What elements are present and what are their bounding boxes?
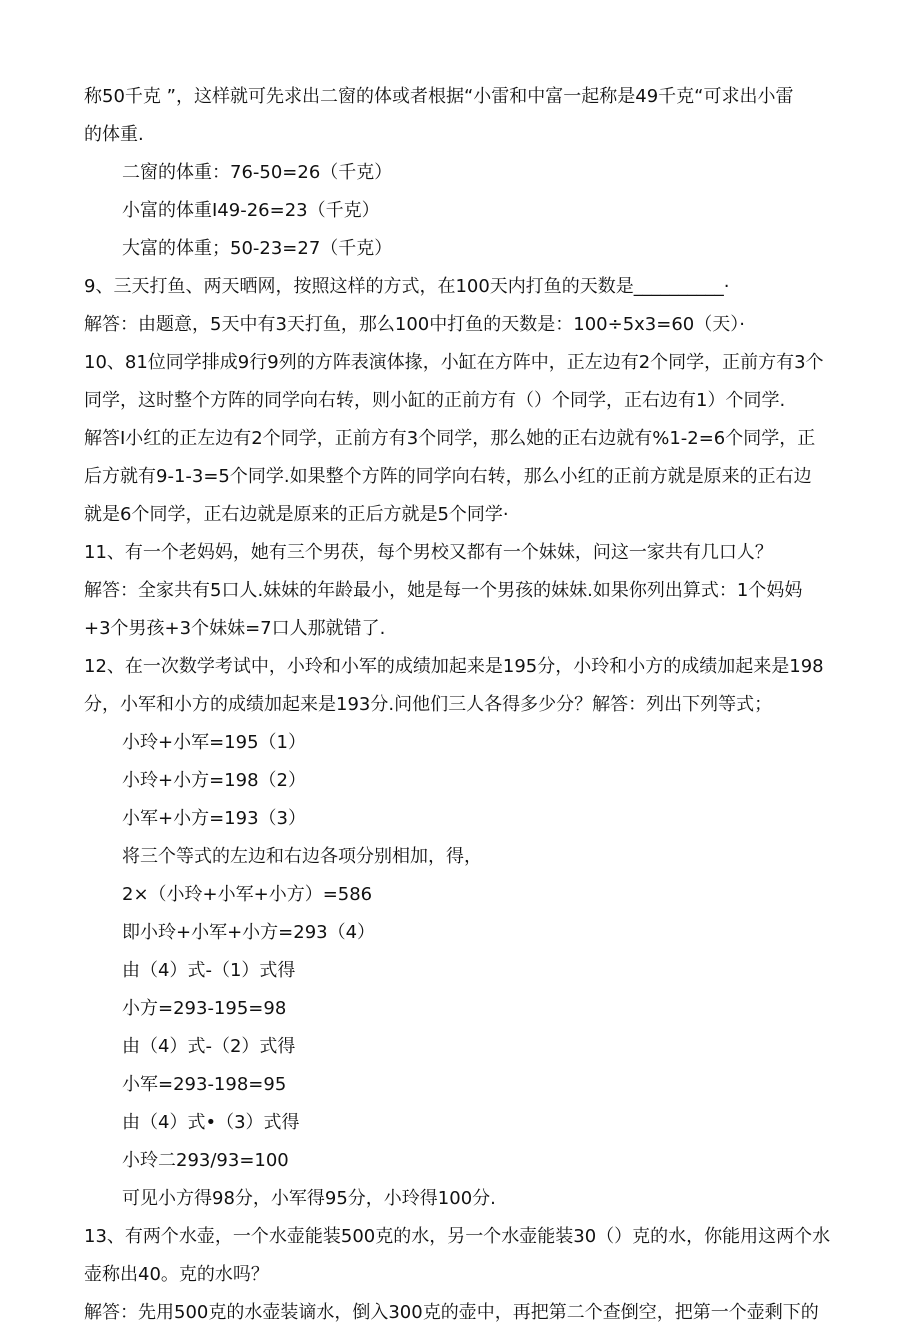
text-line: 小方=293-195=98 xyxy=(122,998,287,1019)
text-line: 的体重. xyxy=(84,124,144,145)
text-line: 9、三天打鱼、两天晒网，按照这样的方式，在100天内打鱼的天数是__________· xyxy=(84,276,730,297)
text-line: 即小玲+小军+小方=293（4） xyxy=(122,922,376,943)
text-line: 将三个等式的左边和右边各项分别相加，得， xyxy=(122,846,482,867)
text-line: 小富的体重I49-26=23（千克） xyxy=(122,200,380,221)
text-line: 由（4）式•（3）式得 xyxy=(122,1112,300,1133)
text-line: 称50千克 ”，这样就可先求出二窗的体或者根据“小雷和中富一起称是49千克“可求出小雷 xyxy=(84,86,794,107)
text-line: +3个男孩+3个妹妹=7口人那就错了. xyxy=(84,618,386,639)
text-line: 解答：全家共有5口人.妹妹的年龄最小，她是每一个男孩的妹妹.如果你列出算式：1个妈妈 xyxy=(84,580,803,601)
text-line: 就是6个同学，正右边就是原来的正后方就是5个同学· xyxy=(84,504,509,525)
text-line: 小玲+小军=195（1） xyxy=(122,732,306,753)
text-line: 2×（小玲+小军+小方）=586 xyxy=(122,884,373,905)
text-line: 小军=293-198=95 xyxy=(122,1074,287,1095)
document-page xyxy=(84,78,832,1332)
text-line: 壶称出40。克的水吗？ xyxy=(84,1264,269,1285)
text-line: 解答：先用500克的水壶装谪水，倒入300克的壶中，再把第二个查倒空，把第一个壶剩下的 xyxy=(84,1302,819,1323)
text-line: 12、在一次数学考试中，小玲和小军的成绩加起来是195分，小玲和小方的成绩加起来是198 xyxy=(84,656,824,677)
text-line: 可见小方得98分，小军得95分，小玲得100分. xyxy=(122,1188,496,1209)
text-line: 13、有两个水壶，一个水壶能装500克的水，另一个水壶能装30（）克的水，你能用这两个水 xyxy=(84,1226,831,1247)
text-line: 由（4）式-（2）式得 xyxy=(122,1036,296,1057)
text-line: 后方就有9-1-3=5个同学.如果整个方阵的同学向右转，那么小红的正前方就是原来的正右边 xyxy=(84,466,812,487)
text-line: 解答I小红的正左边有2个同学，正前方有3个同学，那么她的正右边就有%1-2=6个同学，正 xyxy=(84,428,816,449)
text-line: 小军+小方=193（3） xyxy=(122,808,306,829)
text-line: 小玲+小方=198（2） xyxy=(122,770,306,791)
text-line: 解答：由题意，5天中有3天打鱼，那么100中打鱼的天数是：100÷5x3=60（天）· xyxy=(84,314,745,335)
text-line: 大富的体重；50-23=27（千克） xyxy=(122,238,393,259)
text-line: 同学，这时整个方阵的同学向右转，则小缸的正前方有（）个同学，正右边有1）个同学. xyxy=(84,390,786,411)
text-line: 小玲二293/93=100 xyxy=(122,1150,289,1171)
text-line: 二窗的体重：76-50=26（千克） xyxy=(122,162,393,183)
text-line: 10、81位同学排成9行9列的方阵表演体掾，小缸在方阵中，正左边有2个同学，正前方有3个 xyxy=(84,352,824,373)
text-line: 分，小军和小方的成绩加起来是193分.问他们三人各得多少分？解答：列出下列等式； xyxy=(84,694,773,715)
text-line: 11、有一个老妈妈，她有三个男茯，每个男校又都有一个妹妹，问这一家共有几口人？ xyxy=(84,542,773,563)
text-line: 由（4）式-（1）式得 xyxy=(122,960,296,981)
